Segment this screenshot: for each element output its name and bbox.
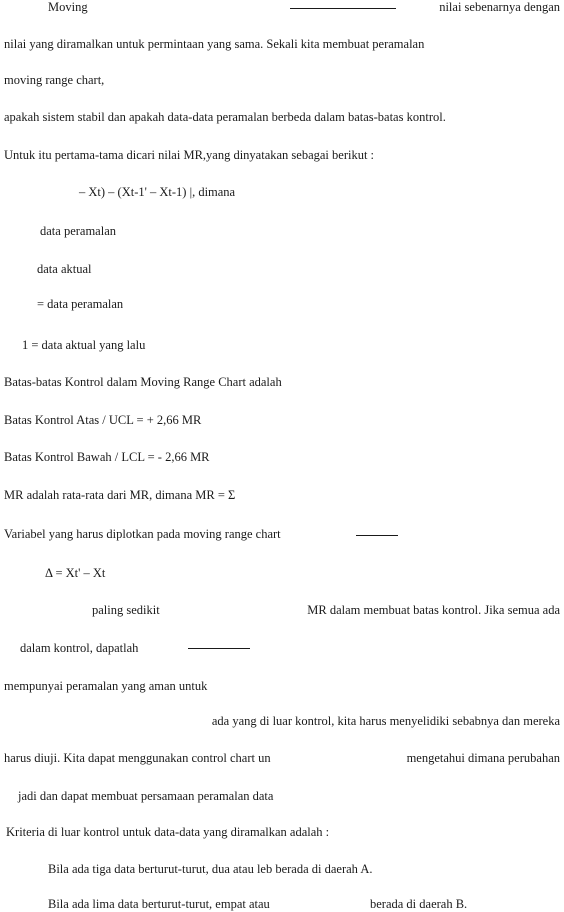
text-in-control: dalam kontrol, dapatlah (20, 641, 139, 655)
criteria-zone-b-end: berada di daerah B. (370, 897, 468, 911)
text-line-4: apakah sistem stabil dan apakah data-data peramalan berbeda dalam batas-batas kontrol. (4, 110, 446, 124)
text-line-21: harus diuji. Kita dapat menggunakan control chart un (4, 751, 271, 765)
text-line-3: moving range chart, (4, 73, 105, 87)
text-at-least: paling sedikit (92, 603, 160, 617)
text-line-5: Untuk itu pertama-tama dicari nilai MR,yang dinyatakan sebagai berikut : (4, 148, 375, 162)
formula-ucl: Batas Kontrol Atas / UCL = + 2,66 MR (4, 413, 202, 427)
text-line-17: MR dalam membuat batas kontrol. Jika semua ada (307, 603, 560, 617)
text-line-19: mempunyai peramalan yang aman untuk (4, 679, 208, 693)
text-line-20: ada yang di luar kontrol, kita harus menyelidiki sebabnya dan mereka (211, 714, 560, 728)
formula-mr: – Xt) – (Xt-1' – Xt-1) |, dimana (79, 185, 236, 199)
definition-actual: data aktual (37, 262, 92, 276)
text-line-22: jadi dan dapat membuat persamaan peramalan data (18, 789, 274, 803)
blank-rule (290, 8, 396, 9)
definition-forecast-prev: = data peramalan (37, 297, 124, 311)
text-control-limits: Batas-batas Kontrol dalam Moving Range Chart adalah (4, 375, 282, 389)
criteria-zone-a: Bila ada tiga data berturut-turut, dua atau leb berada di daerah A. (48, 862, 373, 876)
definition-actual-prev: 1 = data aktual yang lalu (22, 338, 146, 352)
blank-rule (356, 535, 398, 536)
text-line-1: nilai sebenarnya dengan (439, 0, 560, 14)
definition-forecast: data peramalan (40, 224, 116, 238)
text-moving: Moving (48, 0, 88, 14)
text-criteria: Kriteria di luar kontrol untuk data-data yang diramalkan adalah : (6, 825, 330, 839)
text-plot-variable: Variabel yang harus diplotkan pada moving range chart (4, 527, 281, 541)
formula-lcl: Batas Kontrol Bawah / LCL = - 2,66 MR (4, 450, 210, 464)
blank-rule (188, 648, 250, 649)
formula-delta: Δ = Xt' – Xt (45, 566, 106, 580)
text-mr-average: MR adalah rata-rata dari MR, dimana MR = Σ (4, 488, 236, 502)
text-line-21-end: mengetahui dimana perubahan (406, 751, 560, 765)
criteria-zone-b: Bila ada lima data berturut-turut, empat atau (48, 897, 270, 911)
text-line-2: nilai yang diramalkan untuk permintaan yang sama. Sekali kita membuat peramalan (4, 37, 425, 51)
